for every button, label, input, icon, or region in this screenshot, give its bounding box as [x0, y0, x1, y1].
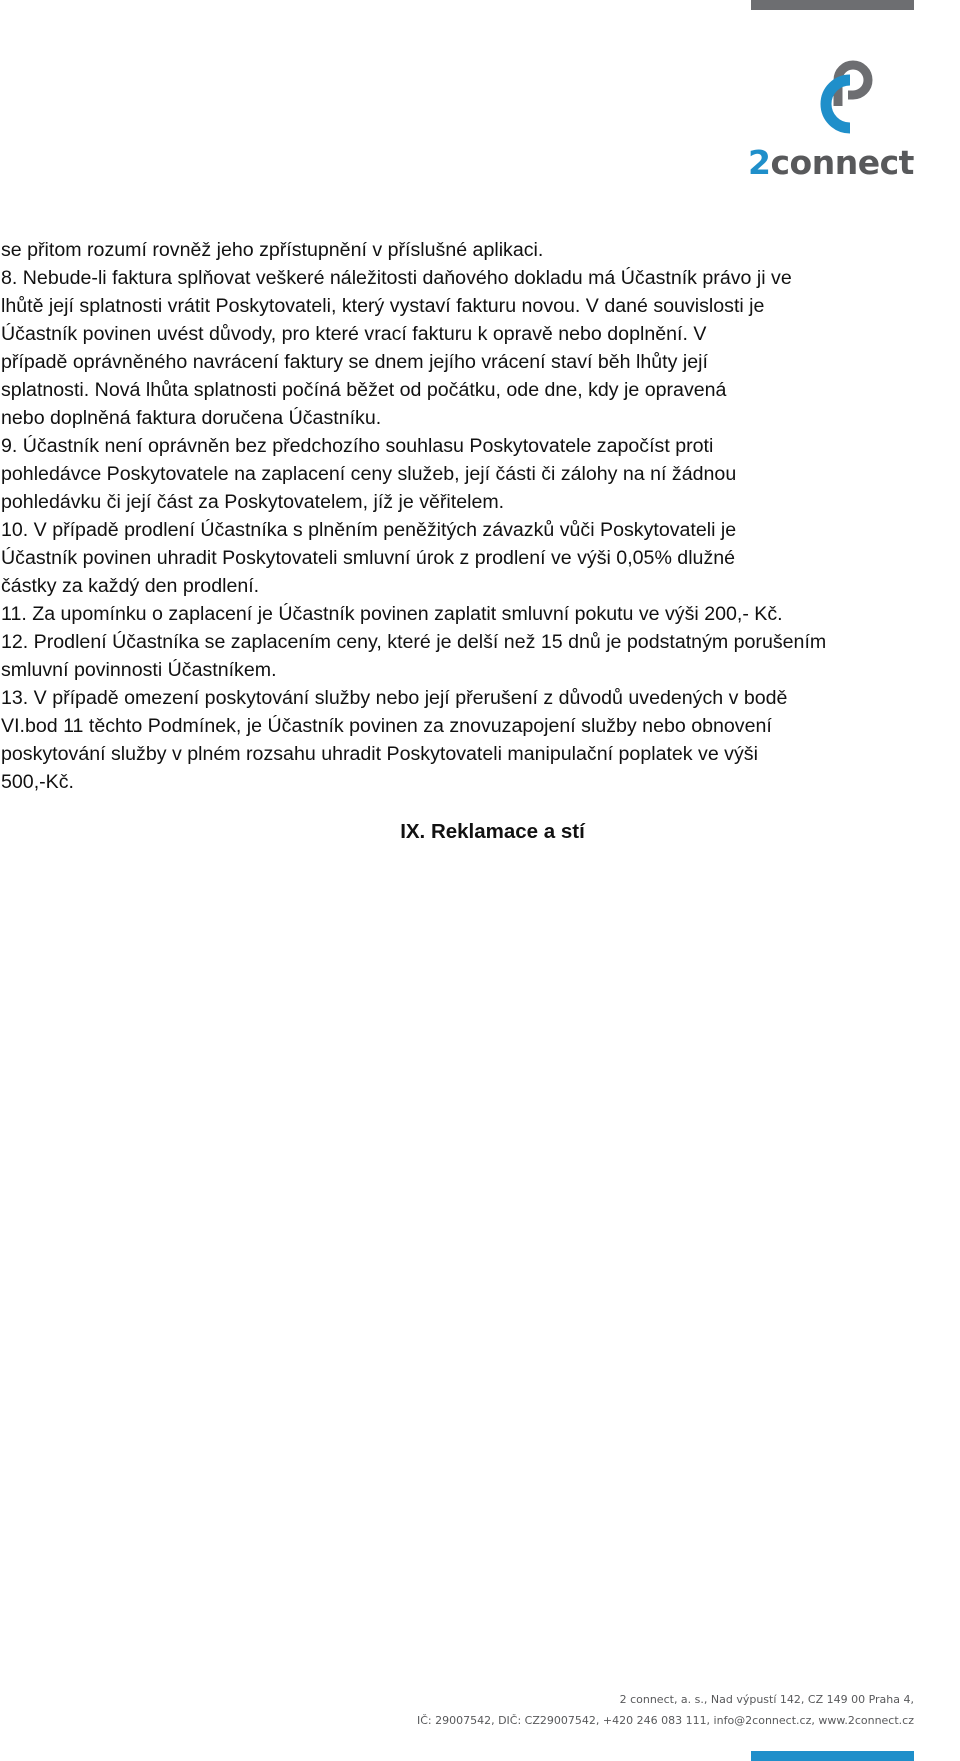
- logo-wordmark: [748, 144, 918, 182]
- body-line: se přitom rozumí rovněž jeho zpřístupnění v příslušné aplikaci.: [1, 239, 544, 261]
- body-line: nebo doplněná faktura doručena Účastníku.: [1, 407, 382, 429]
- body-line: 500,-Kč.: [1, 771, 74, 793]
- header-accent-bar: [751, 0, 914, 10]
- body-line: částky za každý den prodlení.: [1, 575, 260, 597]
- body-line: 10. V případě prodlení Účastníka s plněním peněžitých závazků vůči Poskytovateli je: [1, 519, 737, 541]
- body-line: smluvní povinnosti Účastníkem.: [1, 659, 277, 681]
- body-line: 13. V případě omezení poskytování služby nebo její přerušení z důvodů uvedených v bodě: [1, 687, 788, 709]
- body-line: poskytování služby v plném rozsahu uhradit Poskytovateli manipulační poplatek ve výši: [1, 743, 758, 765]
- body-line: Účastník povinen uvést důvody, pro které vrací fakturu k opravě nebo doplnění. V: [1, 323, 707, 345]
- body-line: lhůtě její splatnosti vrátit Poskytovateli, který vystaví fakturu novou. V dané souvislosti je: [1, 295, 765, 317]
- footer-contact: IČ: 29007542, DIČ: CZ29007542, +420 246 083 111, info@2connect.cz, www.2connect.cz: [416, 1714, 914, 1727]
- logo-mark-icon: [796, 50, 888, 142]
- body-line: 8. Nebude-li faktura splňovat veškeré náležitosti daňového dokladu má Účastník právo ji ve: [1, 267, 792, 289]
- body-line: případě oprávněného navrácení faktury se dnem jejího vrácení staví běh lhůty její: [1, 351, 708, 373]
- company-footer: [417, 1689, 914, 1731]
- footer-accent-bar: [751, 1751, 914, 1761]
- logo-number: 2: [748, 143, 771, 182]
- body-line: VI.bod 11 těchto Podmínek, je Účastník povinen za znovuzapojení služby nebo obnovení: [1, 715, 772, 737]
- body-line: splatnosti. Nová lhůta splatnosti počíná běžet od počátku, ode dne, kdy je opravená: [1, 379, 727, 401]
- body-line: 12. Prodlení Účastníka se zaplacením ceny, které je delší než 15 dnů je podstatným porušením: [1, 631, 827, 653]
- body-line: 9. Účastník není oprávněn bez předchozího souhlasu Poskytovatele započíst proti: [1, 435, 714, 457]
- body-line: pohledávku či její část za Poskytovatelem, jíž je věřitelem.: [1, 491, 505, 513]
- body-line: Účastník povinen uhradit Poskytovateli smluvní úrok z prodlení ve výši 0,05% dlužné: [1, 547, 736, 569]
- section-heading: IX. Reklamace a stí: [400, 820, 585, 843]
- company-logo: [748, 50, 918, 185]
- logo-word: connect: [770, 143, 914, 182]
- body-line: 11. Za upomínku o zaplacení je Účastník povinen zaplatit smluvní pokutu ve výši 200,- Kč.: [1, 603, 783, 625]
- footer-address: 2 connect, a. s., Nad výpustí 142, CZ 149 00 Praha 4,: [619, 1693, 914, 1706]
- document-body: [1, 236, 960, 796]
- body-line: pohledávce Poskytovatele na zaplacení ceny služeb, její části či zálohy na ní žádnou: [1, 463, 737, 485]
